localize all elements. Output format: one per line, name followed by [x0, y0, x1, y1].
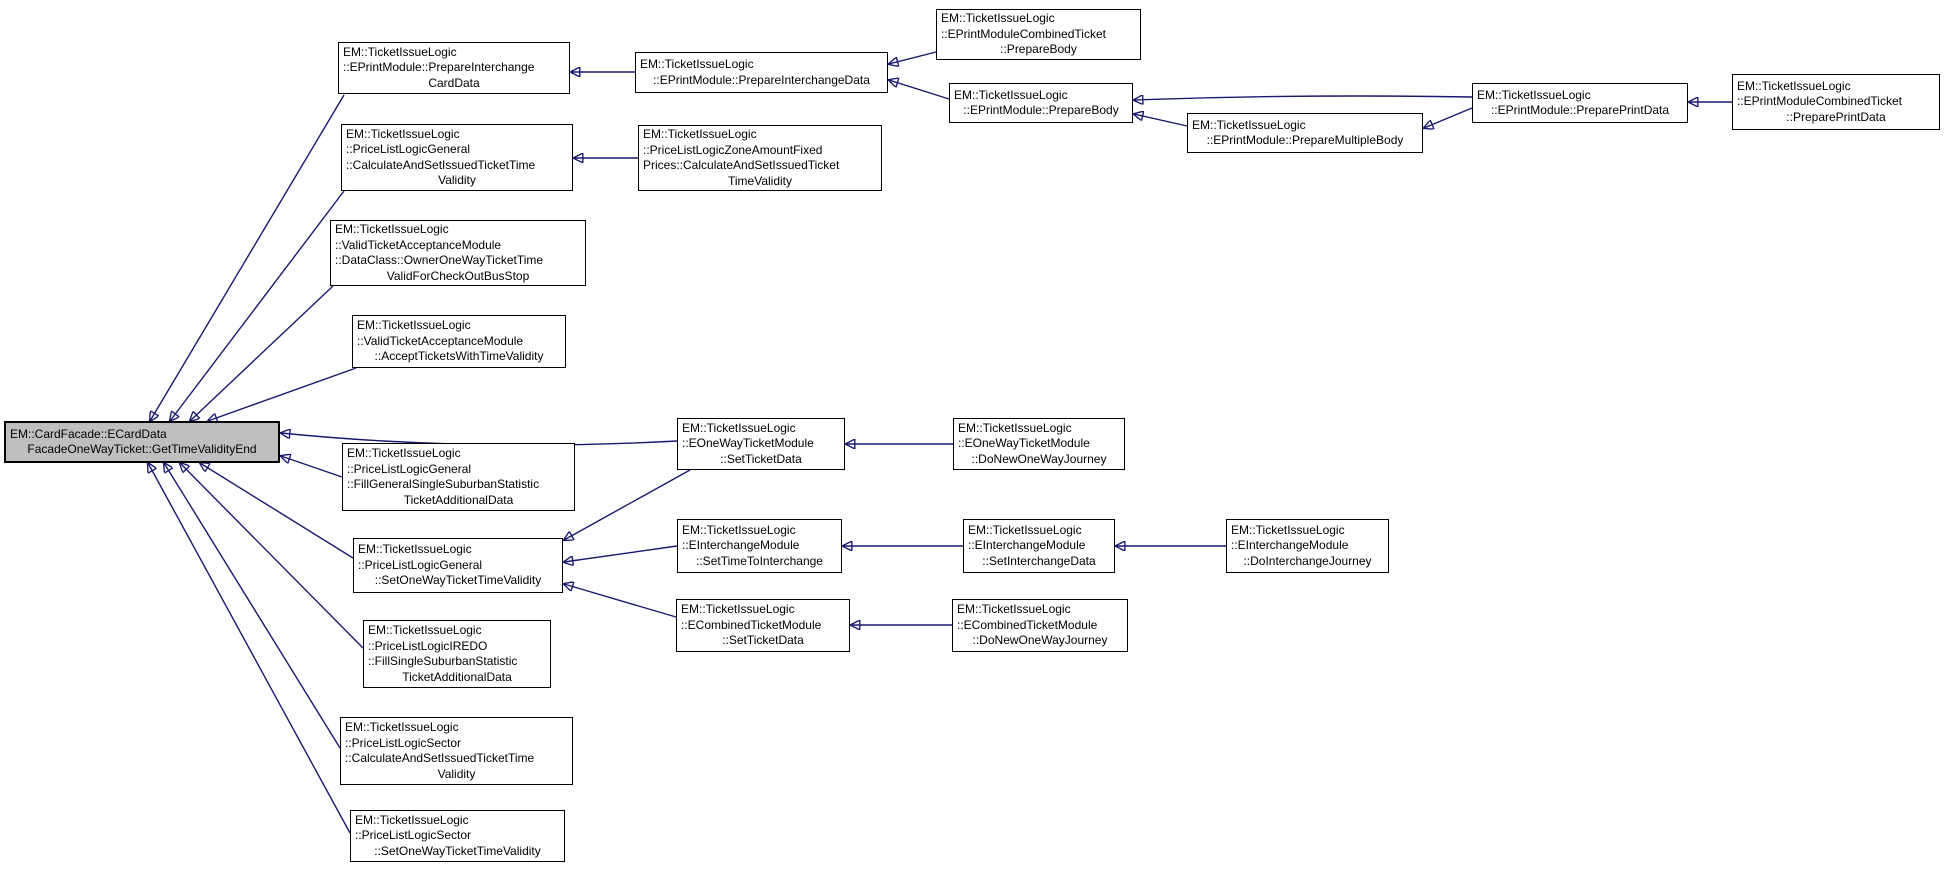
node-label-line: ::ECombinedTicketModule — [681, 617, 822, 632]
graph-node-plg-calculate[interactable] — [341, 124, 573, 191]
node-label-line: Validity — [438, 173, 476, 187]
edge-prepare-multiple-body-to-prepare-body — [1134, 114, 1187, 126]
graph-node-eow-set-ticket-data[interactable] — [677, 418, 845, 470]
node-label-line: EM::TicketIssueLogic — [1737, 78, 1851, 93]
node-label-line: EM::TicketIssueLogic — [681, 602, 795, 617]
node-label-line: ValidForCheckOutBusStop — [386, 268, 530, 283]
node-label-line: EM::TicketIssueLogic — [643, 127, 757, 141]
graph-node-prepare-interchange-data[interactable] — [635, 52, 888, 93]
node-label-line: ::EPrintModule::PreparePrintData — [1490, 103, 1670, 117]
node-label-line: EM::TicketIssueLogic — [358, 542, 472, 557]
node-label-line: EM::TicketIssueLogic — [1231, 522, 1345, 537]
node-label-line: ::ValidTicketAcceptanceModule — [335, 237, 502, 252]
node-label-line: EM::TicketIssueLogic — [346, 126, 460, 141]
node-label-line: ::EInterchangeModule — [968, 538, 1086, 553]
edge-prepare-interchange-card-data-to-root — [150, 95, 344, 421]
node-label-line: EM::TicketIssueLogic — [682, 522, 796, 537]
node-label-line: ::DoNewOneWayJourney — [972, 633, 1108, 648]
edge-set-time-to-interchange-to-plg-set-one-way — [564, 546, 677, 562]
edge-plg-set-one-way-to-root — [200, 463, 353, 558]
node-label-line: EM::TicketIssueLogic — [368, 623, 482, 637]
node-label-line: ::EInterchangeModule — [1231, 538, 1349, 553]
node-label-line: ::PriceListLogicSector — [355, 828, 472, 843]
graph-node-prepare-body[interactable] — [949, 83, 1133, 123]
node-label-line: EM::TicketIssueLogic — [941, 11, 1055, 26]
graph-node-combined-prepare-body[interactable] — [936, 9, 1141, 60]
edge-eow-set-ticket-data-to-plg-set-one-way — [564, 470, 690, 540]
graph-node-combined-prepare-print-data[interactable] — [1732, 74, 1940, 130]
edge-sector-calculate-to-root — [164, 463, 340, 748]
edge-ect-set-ticket-data-to-plg-set-one-way — [564, 584, 676, 617]
graph-node-prepare-multiple-body[interactable] — [1187, 113, 1423, 153]
node-label-line: ::PreparePrintData — [1786, 109, 1886, 124]
edge-prepare-print-data-to-prepare-multiple-body — [1424, 108, 1472, 128]
edge-sector-set-one-way-to-root — [148, 463, 350, 833]
node-label-line: EM::TicketIssueLogic — [1477, 87, 1591, 102]
edge-iredo-fill-to-root — [180, 463, 363, 648]
edge-prepare-body-to-prepare-interchange-data — [889, 80, 949, 99]
graph-node-plg-set-one-way[interactable] — [353, 538, 563, 593]
node-label-line: ::PriceListLogicZoneAmountFixed — [643, 142, 823, 157]
node-label-line: ::EPrintModuleCombinedTicket — [1737, 94, 1902, 109]
graph-node-prepare-interchange-card-data[interactable] — [338, 42, 570, 94]
node-label-line: ::PriceListLogicGeneral — [347, 461, 472, 476]
node-label-line: ::SetOneWayTicketTimeValidity — [374, 843, 541, 858]
node-label-line: EM::TicketIssueLogic — [355, 812, 469, 827]
node-label-line: ::SetTicketData — [722, 633, 804, 648]
graph-node-fill-general[interactable] — [342, 443, 575, 511]
graph-node-set-interchange-data[interactable] — [963, 519, 1115, 573]
graph-node-sector-calculate[interactable] — [340, 717, 573, 785]
node-label-line: EM::CardFacade::ECardData — [10, 426, 167, 441]
node-label-line: EM::TicketIssueLogic — [954, 87, 1068, 102]
graph-node-ect-do-new-journey[interactable] — [952, 599, 1128, 652]
node-label-line: ::EOneWayTicketModule — [958, 436, 1090, 451]
node-label-line: ::EOneWayTicketModule — [682, 436, 814, 451]
node-label-line: EM::TicketIssueLogic — [968, 522, 1082, 537]
edge-fill-general-to-root — [281, 456, 342, 477]
node-label-line: FacadeOneWayTicket::GetTimeValidityEnd — [27, 442, 257, 456]
node-label-line: ::EPrintModule::PrepareMultipleBody — [1206, 133, 1404, 147]
node-label-line: EM::TicketIssueLogic — [343, 44, 457, 59]
node-label-line: Prices::CalculateAndSetIssuedTicket — [643, 158, 840, 172]
node-label-line: EM::TicketIssueLogic — [345, 720, 459, 734]
edge-combined-prepare-body-to-prepare-interchange-data — [889, 52, 936, 64]
graph-node-iredo-fill[interactable] — [363, 620, 551, 688]
node-label-line: ::PriceListLogicSector — [345, 735, 462, 750]
node-label-line: ::EPrintModule::PrepareBody — [963, 103, 1119, 117]
node-label-line: TicketAdditionalData — [403, 492, 514, 507]
node-label-line: EM::TicketIssueLogic — [957, 602, 1071, 617]
graph-node-zone-calculate[interactable] — [638, 125, 882, 191]
node-label-line: ::EPrintModule::PrepareInterchange — [343, 60, 535, 75]
node-label-line: ::ValidTicketAcceptanceModule — [357, 333, 524, 348]
graph-node-prepare-print-data[interactable] — [1472, 83, 1688, 123]
node-label-line: ::DoInterchangeJourney — [1243, 553, 1372, 568]
node-label-line: TicketAdditionalData — [402, 669, 512, 684]
node-label-line: EM::TicketIssueLogic — [682, 420, 796, 435]
node-label-line: EM::TicketIssueLogic — [1192, 117, 1306, 132]
graph-node-set-time-to-interchange[interactable] — [677, 519, 842, 573]
node-label-line: ::SetOneWayTicketTimeValidity — [374, 573, 542, 588]
node-label-line: ::DoNewOneWayJourney — [971, 451, 1107, 466]
node-label-line: ::AcceptTicketsWithTimeValidity — [374, 349, 544, 364]
graph-node-do-interchange-journey[interactable] — [1226, 519, 1389, 573]
node-label-line: EM::TicketIssueLogic — [335, 222, 449, 236]
graph-node-eow-do-new-journey[interactable] — [953, 418, 1125, 470]
graph-node-ect-set-ticket-data[interactable] — [676, 599, 850, 652]
node-label-line: ::EPrintModuleCombinedTicket — [941, 26, 1106, 41]
node-label-line: ::FillGeneralSingleSuburbanStatistic — [347, 477, 540, 491]
node-label-line: ::PriceListLogicIREDO — [368, 638, 488, 653]
node-label-line: ::CalculateAndSetIssuedTicketTime — [345, 751, 535, 765]
node-label-line: TimeValidity — [727, 173, 792, 188]
node-label-line: EM::TicketIssueLogic — [640, 57, 754, 71]
graph-node-sector-set-one-way[interactable] — [350, 810, 565, 862]
node-label-line: EM::TicketIssueLogic — [347, 446, 461, 460]
node-label-line: ::FillSingleSuburbanStatistic — [368, 654, 518, 668]
node-label-line: EM::TicketIssueLogic — [958, 420, 1072, 435]
graph-node-accept-tickets[interactable] — [352, 315, 566, 368]
graph-node-owner-one-way[interactable] — [330, 220, 586, 286]
node-label-line: Validity — [437, 766, 476, 781]
node-label-line: ::PrepareBody — [1000, 42, 1077, 57]
node-label-line: ::SetInterchangeData — [982, 553, 1096, 568]
edge-plg-calculate-to-root — [170, 191, 344, 421]
node-label-line: CardData — [428, 75, 480, 90]
node-label-line: ::PriceListLogicGeneral — [358, 557, 483, 572]
edge-owner-one-way-to-root — [190, 286, 333, 421]
node-label-line: ::CalculateAndSetIssuedTicketTime — [346, 157, 536, 172]
node-label-line: ::SetTicketData — [720, 451, 802, 466]
edge-prepare-print-data-to-prepare-body — [1134, 96, 1472, 100]
node-label-line: ::PriceListLogicGeneral — [346, 142, 471, 156]
node-label-line: EM::TicketIssueLogic — [357, 318, 471, 333]
node-label-line: ::EInterchangeModule — [682, 538, 800, 553]
node-label-line: ::DataClass::OwnerOneWayTicketTime — [335, 253, 544, 267]
node-label-line: ::EPrintModule::PrepareInterchangeData — [653, 72, 870, 87]
graph-node-root — [4, 421, 280, 463]
edge-accept-tickets-to-root — [208, 368, 356, 421]
node-label-line: ::SetTimeToInterchange — [696, 553, 823, 568]
node-label-line: ::ECombinedTicketModule — [957, 617, 1098, 632]
